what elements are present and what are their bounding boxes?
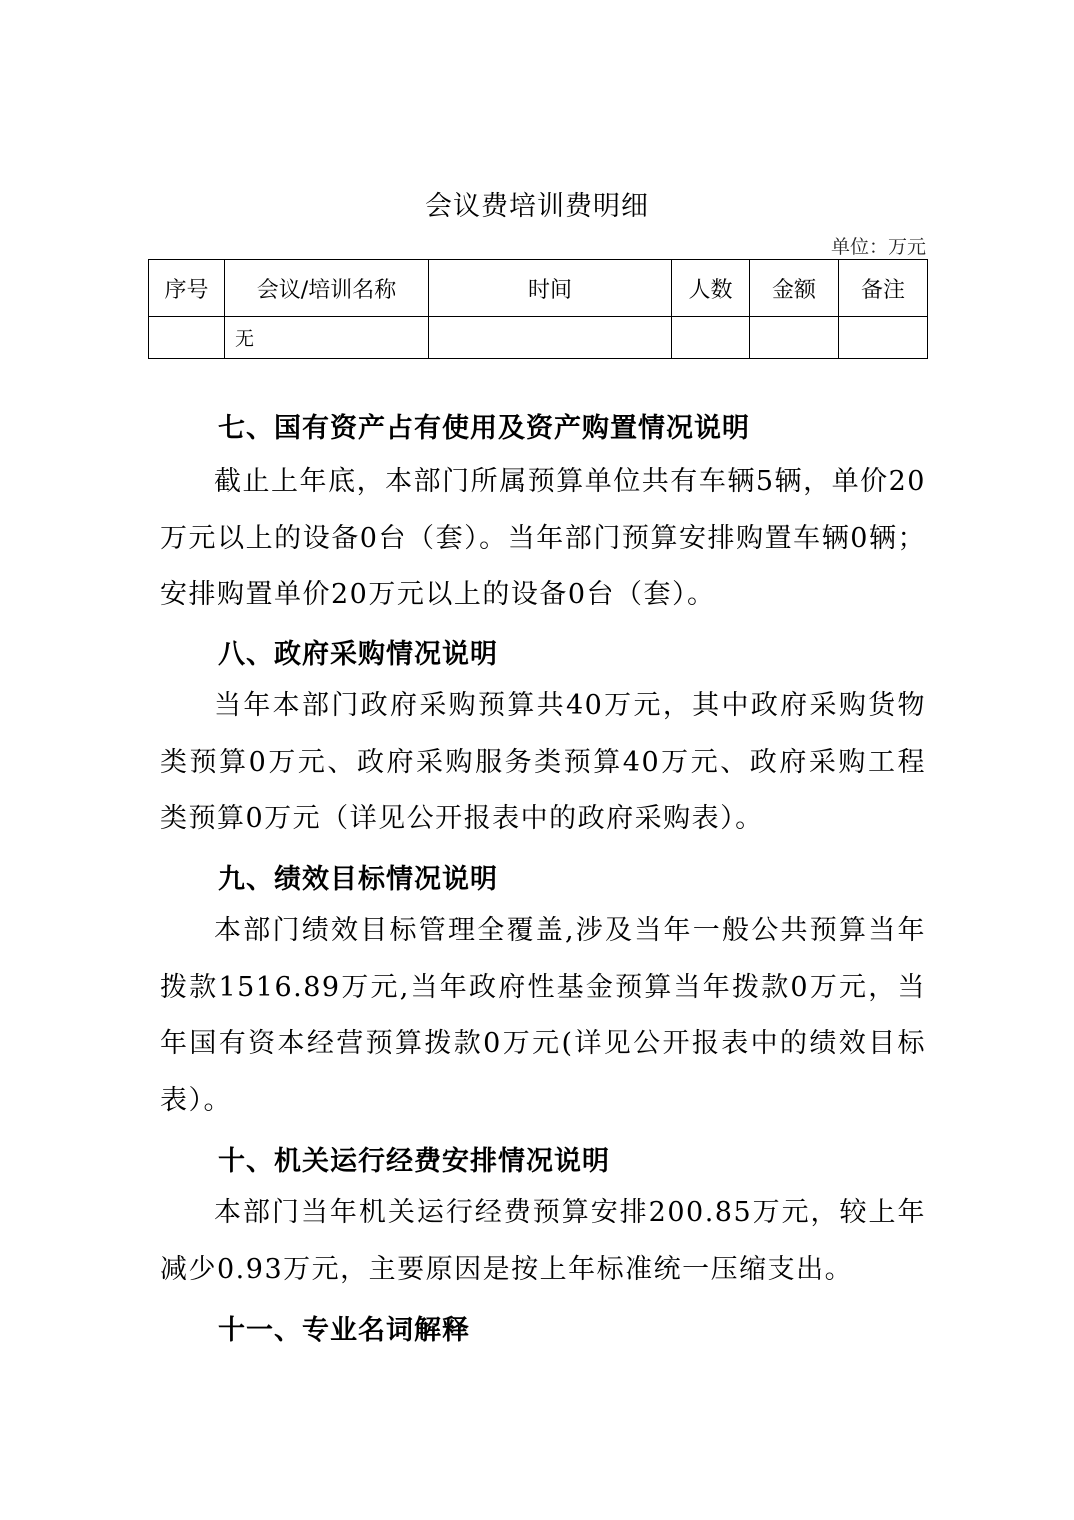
section-body-9: 本部门绩效目标管理全覆盖,涉及当年一般公共预算当年拨款1516.89万元,当年政府性基金预算当年拨款0万元，当年国有资本经营预算拨款0万元(详见公开报表中的绩效目标表）。 [160, 915, 926, 1116]
cell-people [672, 317, 750, 359]
section-heading-10: 十、机关运行经费安排情况说明 [218, 1146, 610, 1177]
cell-index [149, 317, 225, 359]
col-header-remarks: 备注 [839, 260, 928, 317]
section-body-8: 当年本部门政府采购预算共40万元，其中政府采购货物类预算0万元、政府采购服务类预算40万元、政府采购工程类预算0万元（详见公开报表中的政府采购表）。 [160, 690, 926, 834]
section-body-10: 本部门当年机关运行经费预算安排200.85万元，较上年减少0.93万元，主要原因是按上年标准统一压缩支出。 [160, 1197, 926, 1285]
section-heading-9: 九、绩效目标情况说明 [218, 864, 498, 895]
col-header-index: 序号 [149, 260, 225, 317]
col-header-people: 人数 [672, 260, 750, 317]
col-header-amount: 金额 [750, 260, 839, 317]
table-title: 会议费培训费明细 [425, 191, 649, 222]
cell-remarks [839, 317, 928, 359]
section-heading-8: 八、政府采购情况说明 [218, 639, 498, 670]
meeting-training-fee-table [148, 259, 928, 359]
cell-name-text: 无 [235, 328, 255, 350]
col-header-name: 会议/培训名称 [225, 260, 429, 317]
section-body-7: 截止上年底，本部门所属预算单位共有车辆5辆，单价20万元以上的设备0台（套）。当年部门预算安排购置车辆0辆；安排购置单价20万元以上的设备0台（套）。 [160, 466, 926, 610]
table-row [149, 317, 928, 359]
cell-amount [750, 317, 839, 359]
section-heading-7: 七、国有资产占有使用及资产购置情况说明 [218, 413, 750, 444]
cell-name [225, 317, 429, 359]
section-heading-11: 十一、专业名词解释 [218, 1315, 470, 1346]
unit-label: 单位：万元 [830, 236, 926, 258]
col-header-time: 时间 [429, 260, 672, 317]
table-header-row [149, 260, 928, 317]
cell-time [429, 317, 672, 359]
